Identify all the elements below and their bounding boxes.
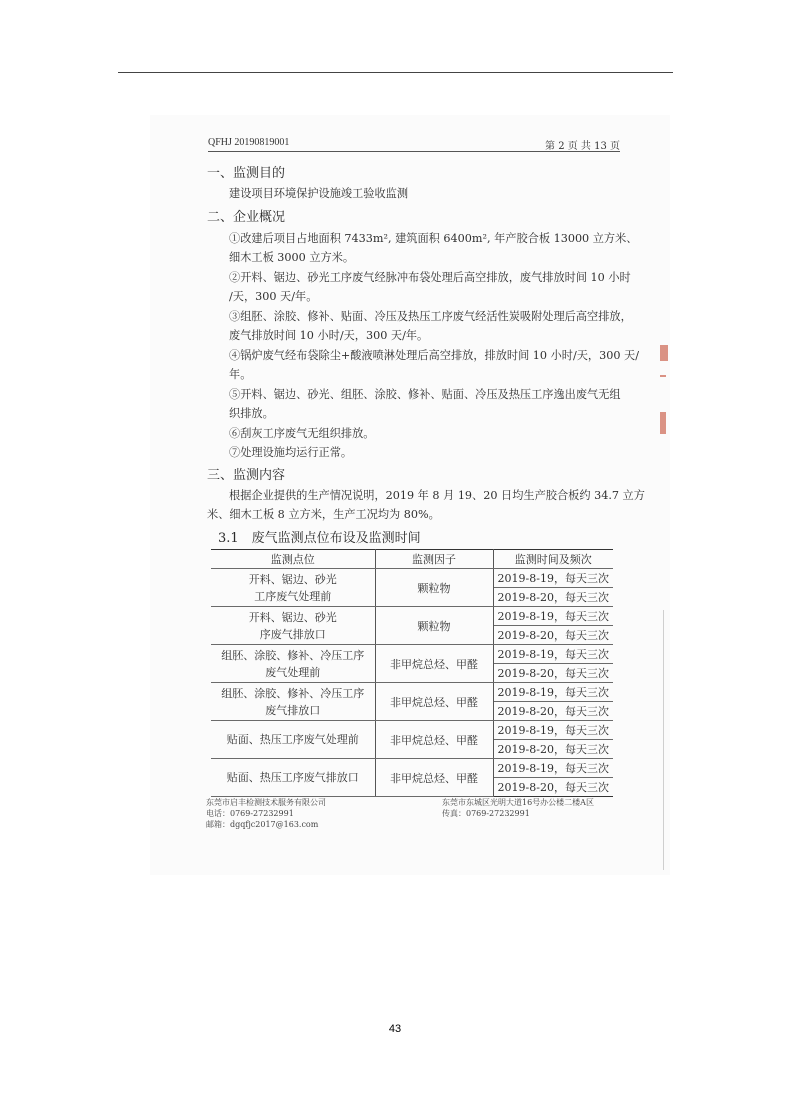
table-row	[211, 721, 613, 740]
column-header: 监测因子	[375, 550, 493, 569]
monitoring-time: 2019-8-19，每天三次	[493, 569, 613, 588]
monitoring-factor: 非甲烷总烃、甲醛	[375, 683, 493, 721]
monitoring-point: 贴面、热压工序废气排放口	[211, 759, 375, 797]
monitoring-point: 组胚、涂胶、修补、冷压工序 废气处理前	[211, 645, 375, 683]
monitoring-point: 贴面、热压工序废气处理前	[211, 721, 375, 759]
monitoring-time: 2019-8-19，每天三次	[493, 645, 613, 664]
footer-fax: 传真：0769-27232991	[442, 809, 530, 818]
monitoring-time: 2019-8-20，每天三次	[493, 778, 613, 797]
section-2-line: ④锅炉废气经布袋除尘+酸液喷淋处理后高空排放，排放时间 10 小时/天，300 天/	[229, 349, 639, 362]
section-2-line: ⑥刮灰工序废气无组织排放。	[229, 427, 375, 440]
monitoring-time: 2019-8-19，每天三次	[493, 721, 613, 740]
monitoring-time: 2019-8-19，每天三次	[493, 683, 613, 702]
monitoring-factor: 颗粒物	[375, 569, 493, 607]
table-row	[211, 759, 613, 778]
section-2-line: 废气排放时间 10 小时/天，300 天/年。	[229, 329, 429, 342]
page-info: 第 2 页 共 13 页	[545, 141, 620, 152]
section-2-title: 二、企业概况	[207, 210, 286, 225]
stamp-mark-2	[660, 375, 666, 377]
monitoring-table	[211, 549, 613, 797]
table-row	[211, 569, 613, 588]
table-row	[211, 607, 613, 626]
section-2-line: 织排放。	[229, 407, 274, 420]
footer-right	[442, 797, 594, 819]
footer-left	[206, 797, 326, 830]
document-id: QFHJ 20190819001	[208, 137, 290, 148]
monitoring-point: 组胚、涂胶、修补、冷压工序 废气排放口	[211, 683, 375, 721]
column-header: 监测点位	[211, 550, 375, 569]
table-row	[211, 645, 613, 664]
section-2-line: 细木工板 3000 立方米。	[229, 251, 355, 264]
section-3-1-title: 3.1 废气监测点位布设及监测时间	[218, 531, 421, 546]
footer-company: 东莞市启丰检测技术服务有限公司	[206, 798, 326, 807]
section-3-line: 根据企业提供的生产情况说明，2019 年 8 月 19、20 日均生产胶合板约 34.7 立方	[229, 489, 645, 502]
scan-edge	[663, 610, 664, 870]
monitoring-point: 开料、锯边、砂光 序废气排放口	[211, 607, 375, 645]
monitoring-time: 2019-8-20，每天三次	[493, 664, 613, 683]
section-2-line: ⑦处理设施均运行正常。	[229, 446, 353, 459]
monitoring-factor: 颗粒物	[375, 607, 493, 645]
monitoring-time: 2019-8-19，每天三次	[493, 607, 613, 626]
section-2-line: /天，300 天/年。	[229, 290, 318, 303]
monitoring-time: 2019-8-20，每天三次	[493, 702, 613, 721]
document-header	[208, 137, 620, 152]
column-header: 监测时间及频次	[493, 550, 613, 569]
monitoring-factor: 非甲烷总烃、甲醛	[375, 645, 493, 683]
section-1-text: 建设项目环境保护设施竣工验收监测	[229, 187, 409, 200]
section-2-line: ①改建后项目占地面积 7433m², 建筑面积 6400m², 年产胶合板 13000 立方米、	[229, 232, 638, 245]
monitoring-time: 2019-8-20，每天三次	[493, 588, 613, 607]
page-number: 43	[388, 1023, 402, 1035]
section-3-line: 米、细木工板 8 立方米，生产工况均为 80%。	[207, 508, 440, 521]
table-header-row	[211, 550, 613, 569]
monitoring-time: 2019-8-20，每天三次	[493, 740, 613, 759]
section-2-line: ②开料、锯边、砂光工序废气经脉冲布袋处理后高空排放，废气排放时间 10 小时	[229, 271, 631, 284]
section-3-title: 三、监测内容	[207, 468, 286, 483]
monitoring-point: 开料、锯边、砂光 工序废气处理前	[211, 569, 375, 607]
section-2-line: ③组胚、涂胶、修补、贴面、冷压及热压工序废气经活性炭吸附处理后高空排放，	[229, 310, 632, 323]
section-1-title: 一、监测目的	[207, 166, 286, 181]
table-row	[211, 683, 613, 702]
top-rule	[118, 72, 673, 73]
monitoring-time: 2019-8-19，每天三次	[493, 759, 613, 778]
footer-address: 东莞市东城区光明大道16号办公楼二楼A区	[442, 798, 594, 807]
stamp-mark-1	[660, 345, 668, 361]
monitoring-factor: 非甲烷总烃、甲醛	[375, 721, 493, 759]
monitoring-factor: 非甲烷总烃、甲醛	[375, 759, 493, 797]
stamp-mark-3	[660, 412, 666, 434]
footer-email: 邮箱：dgqfjc2017@163.com	[206, 820, 319, 829]
section-2-line: ⑤开料、锯边、砂光、组胚、涂胶、修补、贴面、冷压及热压工序逸出废气无组	[229, 388, 621, 401]
monitoring-time: 2019-8-20，每天三次	[493, 626, 613, 645]
footer-phone: 电话：0769-27232991	[206, 809, 294, 818]
section-2-line: 年。	[229, 368, 252, 381]
